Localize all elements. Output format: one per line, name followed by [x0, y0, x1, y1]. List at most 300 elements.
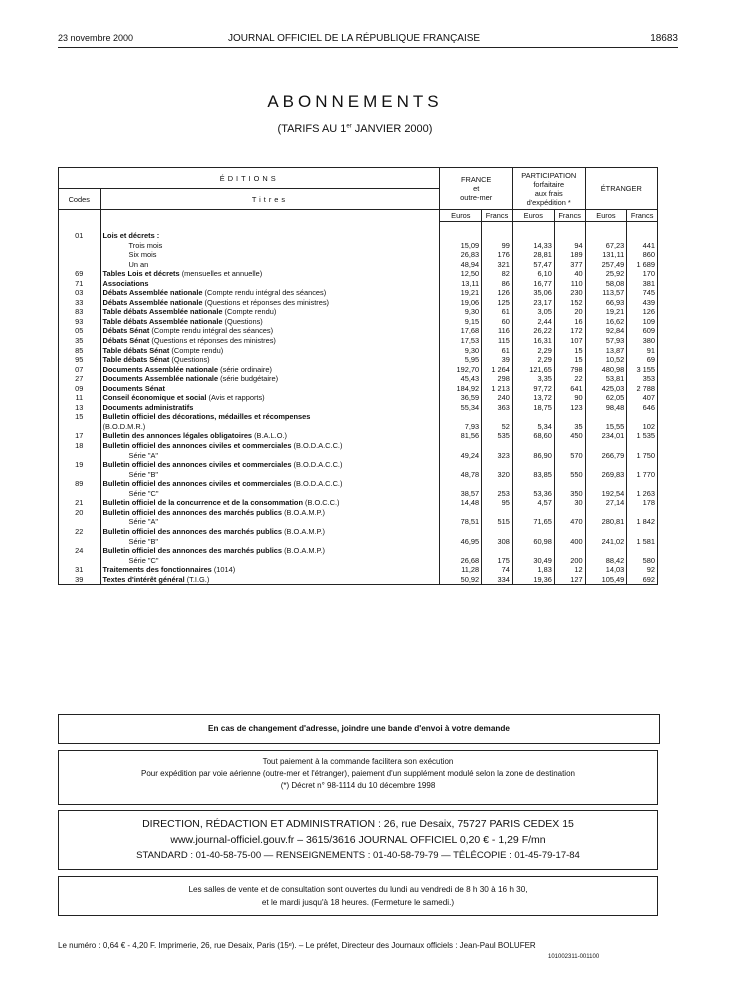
france-francs	[482, 460, 513, 470]
france-euros: 15,09	[440, 241, 482, 251]
participation-euros: 30,49	[512, 556, 554, 566]
participation-francs: 12	[554, 565, 585, 575]
table-row	[59, 451, 658, 461]
row-title-text: (mensuelles et annuelle)	[179, 269, 263, 279]
participation-francs	[554, 479, 585, 489]
row-code: 17	[59, 431, 101, 441]
etranger-euros: 62,05	[585, 393, 627, 403]
etranger-euros	[585, 412, 627, 422]
row-code: 15	[59, 412, 101, 422]
etranger-francs: 646	[627, 403, 658, 413]
table-body	[59, 231, 658, 585]
row-title-text: Un an	[128, 259, 149, 269]
participation-euros: 2,44	[512, 317, 554, 327]
france-euros	[440, 412, 482, 422]
row-title	[100, 288, 440, 298]
etranger-euros: 15,55	[585, 422, 627, 432]
france-francs	[482, 412, 513, 422]
france-euros: 46,95	[440, 537, 482, 547]
row-code: 71	[59, 279, 101, 289]
table-row	[59, 336, 658, 346]
row-title-text: (Compte rendu)	[222, 307, 277, 317]
participation-euros: 86,90	[512, 451, 554, 461]
row-code	[59, 517, 101, 527]
france-euros: 26,83	[440, 250, 482, 260]
table-row	[59, 508, 658, 518]
france-euros	[440, 460, 482, 470]
etranger-euros: 14,03	[585, 565, 627, 575]
row-title-bold: Documents Assemblée nationale	[102, 374, 219, 384]
france-euros	[440, 527, 482, 537]
participation-francs: 22	[554, 374, 585, 384]
row-title-bold: Débats Sénat	[102, 326, 150, 336]
france-euros: 12,50	[440, 269, 482, 279]
france-euros: 36,59	[440, 393, 482, 403]
france-francs: 52	[482, 422, 513, 432]
etranger-euros: 234,01	[585, 431, 627, 441]
etranger-euros: 425,03	[585, 384, 627, 394]
row-title-bold: Bulletin officiel de la concurrence et de la consommation	[102, 498, 303, 508]
decree-line: (*) Décret n° 98-1114 du 10 décembre 1998	[280, 781, 436, 790]
spacer	[440, 222, 482, 232]
payment-line: Pour expédition par voie aérienne (outre-mer et l'étranger), paiement d'un supplément modulé selon la zone de destination	[141, 769, 575, 778]
table-row	[59, 517, 658, 527]
etranger-euros: 92,84	[585, 326, 627, 336]
row-title-text: (série budgétaire)	[218, 374, 279, 384]
france-euros	[440, 546, 482, 556]
row-title-text: (Questions)	[222, 316, 263, 326]
row-title	[100, 393, 440, 403]
france-euros: 9,15	[440, 317, 482, 327]
row-title	[100, 241, 440, 251]
etranger-francs: 2 788	[627, 384, 658, 394]
participation-francs: 450	[554, 431, 585, 441]
address-change-notice: En cas de changement d'adresse, joindre une bande d'envoi à votre demande	[58, 714, 660, 744]
participation-francs: 798	[554, 365, 585, 375]
participation-header: PARTICIPATION forfaitaire aux frais d'expédition *	[512, 168, 585, 210]
table-row	[59, 546, 658, 556]
etranger-francs: 580	[627, 556, 658, 566]
participation-francs	[554, 231, 585, 241]
france-francs: 61	[482, 346, 513, 356]
spacer	[627, 222, 658, 232]
participation-euros: 68,60	[512, 431, 554, 441]
france-euros: 9,30	[440, 346, 482, 356]
participation-euros: 23,17	[512, 298, 554, 308]
france-francs: 323	[482, 451, 513, 461]
participation-euros: 35,06	[512, 288, 554, 298]
participation-euros: 16,77	[512, 279, 554, 289]
row-title	[100, 546, 440, 556]
table-row	[59, 489, 658, 499]
france-euros: 50,92	[440, 575, 482, 585]
row-title-text: (Avis et rapports)	[206, 393, 265, 403]
france-francs	[482, 508, 513, 518]
participation-francs: 570	[554, 451, 585, 461]
row-title	[100, 412, 440, 422]
etranger-francs: 92	[627, 565, 658, 575]
etranger-francs	[627, 441, 658, 451]
etranger-francs: 1 263	[627, 489, 658, 499]
row-title-text: Série "B"	[128, 469, 159, 479]
row-code: 83	[59, 307, 101, 317]
row-title-text: (B.O.D.A.C.C.)	[291, 479, 343, 489]
etranger-francs	[627, 546, 658, 556]
row-code: 24	[59, 546, 101, 556]
header-journal-name: JOURNAL OFFICIEL DE LA RÉPUBLIQUE FRANÇAISE	[228, 33, 481, 44]
france-francs: 1 264	[482, 365, 513, 375]
etranger-euros: 10,52	[585, 355, 627, 365]
etranger-euros: 105,49	[585, 575, 627, 585]
participation-euros: 53,36	[512, 489, 554, 499]
participation-francs: 107	[554, 336, 585, 346]
row-code	[59, 489, 101, 499]
participation-euros	[512, 479, 554, 489]
france-francs: 60	[482, 317, 513, 327]
etranger-euros	[585, 441, 627, 451]
france-euros: 14,48	[440, 498, 482, 508]
participation-euros: 13,72	[512, 393, 554, 403]
etranger-francs: 353	[627, 374, 658, 384]
participation-euros: 121,65	[512, 365, 554, 375]
row-code: 18	[59, 441, 101, 451]
participation-euros: 28,81	[512, 250, 554, 260]
participation-euros: 16,31	[512, 336, 554, 346]
france-euros: 19,21	[440, 288, 482, 298]
participation-euros: 18,75	[512, 403, 554, 413]
france-francs	[482, 231, 513, 241]
participation-euros: 5,34	[512, 422, 554, 432]
unit-euros: Euros	[512, 210, 554, 222]
france-euros: 11,28	[440, 565, 482, 575]
france-euros	[440, 479, 482, 489]
etranger-euros	[585, 479, 627, 489]
table-row	[59, 498, 658, 508]
row-title-bold: Débats Assemblée nationale	[102, 297, 203, 307]
participation-francs: 15	[554, 355, 585, 365]
table-row	[59, 298, 658, 308]
france-euros: 49,24	[440, 451, 482, 461]
row-title-bold: Conseil économique et social	[102, 393, 207, 403]
etranger-euros: 257,49	[585, 260, 627, 270]
participation-euros: 83,85	[512, 470, 554, 480]
etranger-francs: 178	[627, 498, 658, 508]
row-title-text: (T.I.G.)	[184, 574, 210, 584]
direction-phones: STANDARD : 01-40-58-75-00 — RENSEIGNEMENTS : 01-40-58-79-79 — TÉLÉCOPIE : 01-45-79-17-84	[136, 850, 580, 861]
row-title	[100, 269, 440, 279]
row-code	[59, 470, 101, 480]
table-row	[59, 412, 658, 422]
participation-francs	[554, 460, 585, 470]
france-francs: 334	[482, 575, 513, 585]
row-title-text: Série "A"	[128, 517, 159, 527]
france-euros	[440, 231, 482, 241]
etranger-euros: 27,14	[585, 498, 627, 508]
subscription-rates-table	[58, 167, 658, 585]
etranger-francs: 860	[627, 250, 658, 260]
table-row	[59, 374, 658, 384]
etranger-francs	[627, 479, 658, 489]
france-francs: 1 213	[482, 384, 513, 394]
table-row	[59, 231, 658, 241]
etranger-francs	[627, 460, 658, 470]
france-francs: 115	[482, 336, 513, 346]
table-row	[59, 460, 658, 470]
table-row	[59, 317, 658, 327]
france-francs: 39	[482, 355, 513, 365]
participation-francs	[554, 527, 585, 537]
row-title	[100, 355, 440, 365]
table-row	[59, 565, 658, 575]
row-code: 85	[59, 346, 101, 356]
row-title-text: (Compte rendu intégral des séances)	[149, 326, 274, 336]
row-title	[100, 441, 440, 451]
participation-francs: 127	[554, 575, 585, 585]
row-title	[100, 470, 440, 480]
etranger-euros: 66,93	[585, 298, 627, 308]
table-row	[59, 393, 658, 403]
table-row	[59, 355, 658, 365]
row-code: 21	[59, 498, 101, 508]
footer-imprint: Le numéro : 0,64 € - 4,20 F. Imprimerie, 26, rue Desaix, Paris (15ᵉ). – Le préfet, Directeur des Journaux officiels : Jean-Paul BOLUFER	[58, 941, 536, 950]
france-francs: 535	[482, 431, 513, 441]
row-title	[100, 479, 440, 489]
row-title-text: (B.O.A.M.P.)	[282, 507, 326, 517]
table-row	[59, 470, 658, 480]
row-title-text: Série "C"	[128, 555, 159, 565]
etranger-header: ÉTRANGER	[585, 168, 657, 210]
etranger-euros: 131,11	[585, 250, 627, 260]
row-title	[100, 374, 440, 384]
page-header	[58, 33, 678, 48]
participation-euros: 14,33	[512, 241, 554, 251]
etranger-euros	[585, 527, 627, 537]
participation-francs: 470	[554, 517, 585, 527]
etranger-francs: 1 842	[627, 517, 658, 527]
units-spacer-code	[59, 210, 101, 222]
row-title	[100, 317, 440, 327]
etranger-euros: 241,02	[585, 537, 627, 547]
row-title-text: (B.O.D.A.C.C.)	[291, 441, 343, 451]
table-row	[59, 403, 658, 413]
unit-francs: Francs	[482, 210, 513, 222]
unit-francs: Francs	[627, 210, 658, 222]
participation-euros	[512, 527, 554, 537]
row-code	[59, 451, 101, 461]
row-title	[100, 489, 440, 499]
france-francs: 321	[482, 260, 513, 270]
row-code	[59, 537, 101, 547]
row-title-text: Série "B"	[128, 536, 159, 546]
etranger-francs: 692	[627, 575, 658, 585]
france-euros	[440, 441, 482, 451]
payment-line: Tout paiement à la commande facilitera son exécution	[262, 757, 454, 766]
header-date: 23 novembre 2000	[58, 33, 134, 43]
france-euros: 7,93	[440, 422, 482, 432]
row-title	[100, 260, 440, 270]
row-title-bold: Lois et décrets :	[102, 231, 160, 240]
participation-euros	[512, 412, 554, 422]
france-francs	[482, 527, 513, 537]
france-francs: 99	[482, 241, 513, 251]
participation-francs: 15	[554, 346, 585, 356]
etranger-euros: 113,57	[585, 288, 627, 298]
etranger-francs: 745	[627, 288, 658, 298]
row-title-bold: Bulletin officiel des annonces des marchés publics	[102, 546, 283, 556]
participation-francs	[554, 546, 585, 556]
row-code: 05	[59, 326, 101, 336]
etranger-francs: 609	[627, 326, 658, 336]
etranger-francs: 1 581	[627, 537, 658, 547]
row-title-text: Série "A"	[128, 450, 159, 460]
spacer	[100, 222, 440, 232]
etranger-francs: 439	[627, 298, 658, 308]
france-euros: 184,92	[440, 384, 482, 394]
etranger-francs	[627, 412, 658, 422]
etranger-francs: 1 770	[627, 470, 658, 480]
row-title-bold: Débats Assemblée nationale	[102, 288, 203, 298]
table-row	[59, 326, 658, 336]
unit-francs: Francs	[554, 210, 585, 222]
spacer	[512, 222, 554, 232]
row-code: 09	[59, 384, 101, 394]
row-code: 69	[59, 269, 101, 279]
row-title-bold: Bulletin officiel des annonces civiles et commerciales	[102, 460, 292, 470]
etranger-francs: 109	[627, 317, 658, 327]
etranger-euros: 280,81	[585, 517, 627, 527]
etranger-francs	[627, 527, 658, 537]
table-row	[59, 241, 658, 251]
row-code: 39	[59, 575, 101, 585]
spacer	[59, 222, 101, 232]
etranger-francs: 380	[627, 336, 658, 346]
participation-francs: 90	[554, 393, 585, 403]
row-title-text: (B.O.D.A.C.C.)	[291, 460, 343, 470]
france-euros	[440, 508, 482, 518]
row-title	[100, 231, 440, 241]
row-title	[100, 460, 440, 470]
row-code: 03	[59, 288, 101, 298]
row-title	[100, 279, 440, 289]
etranger-euros	[585, 231, 627, 241]
participation-francs: 40	[554, 269, 585, 279]
participation-euros: 4,57	[512, 498, 554, 508]
direction-box	[58, 810, 658, 870]
titres-header: Titres	[100, 189, 440, 210]
row-title	[100, 307, 440, 317]
etranger-euros: 98,48	[585, 403, 627, 413]
spacer	[482, 222, 513, 232]
row-title-bold: Tables Lois et décrets	[102, 269, 180, 279]
row-code: 11	[59, 393, 101, 403]
row-code	[59, 241, 101, 251]
direction-website: www.journal-officiel.gouv.fr – 3615/3616 JOURNAL OFFICIEL 0,20 € - 1,29 F/mn	[170, 834, 546, 846]
row-code: 33	[59, 298, 101, 308]
table-row	[59, 288, 658, 298]
row-code	[59, 422, 101, 432]
row-code: 93	[59, 317, 101, 327]
footer-code: 101002311-001100	[548, 954, 600, 960]
table-row	[59, 537, 658, 547]
france-euros: 9,30	[440, 307, 482, 317]
participation-francs: 641	[554, 384, 585, 394]
participation-euros: 57,47	[512, 260, 554, 270]
participation-euros: 19,36	[512, 575, 554, 585]
participation-euros	[512, 546, 554, 556]
participation-euros: 1,83	[512, 565, 554, 575]
row-title-bold: Bulletin officiel des annonces civiles et commerciales	[102, 441, 292, 451]
table-row	[59, 269, 658, 279]
france-francs: 320	[482, 470, 513, 480]
row-code: 95	[59, 355, 101, 365]
table-row	[59, 527, 658, 537]
row-title-bold: Table débats Sénat	[102, 355, 170, 365]
table-row	[59, 479, 658, 489]
participation-euros: 60,98	[512, 537, 554, 547]
participation-francs	[554, 508, 585, 518]
table-row	[59, 346, 658, 356]
row-title-bold: Table débats Sénat	[102, 345, 170, 355]
participation-euros: 2,29	[512, 355, 554, 365]
row-title-text: (B.O.A.M.P.)	[282, 526, 326, 536]
france-francs: 126	[482, 288, 513, 298]
table-row	[59, 575, 658, 585]
etranger-euros: 13,87	[585, 346, 627, 356]
participation-francs: 35	[554, 422, 585, 432]
participation-francs: 400	[554, 537, 585, 547]
row-title-bold: Bulletin officiel des décorations, médailles et récompenses	[102, 412, 311, 422]
france-euros: 17,53	[440, 336, 482, 346]
participation-euros	[512, 460, 554, 470]
france-euros: 192,70	[440, 365, 482, 375]
codes-header: Codes	[59, 189, 101, 210]
participation-euros	[512, 508, 554, 518]
etranger-euros: 192,54	[585, 489, 627, 499]
sales-hours-box	[58, 876, 658, 916]
row-title-text: (Compte rendu)	[169, 345, 224, 355]
france-euros: 45,43	[440, 374, 482, 384]
france-francs: 240	[482, 393, 513, 403]
row-title	[100, 250, 440, 260]
participation-francs: 350	[554, 489, 585, 499]
row-title-text: (Questions et réponses des ministres)	[202, 297, 330, 307]
france-euros: 38,57	[440, 489, 482, 499]
france-euros: 17,68	[440, 326, 482, 336]
table-row	[59, 250, 658, 260]
row-title-text: (B.A.L.O.)	[252, 431, 287, 441]
france-euros: 78,51	[440, 517, 482, 527]
units-spacer-title	[100, 210, 440, 222]
table-row	[59, 422, 658, 432]
france-francs: 363	[482, 403, 513, 413]
table-row	[59, 365, 658, 375]
row-title	[100, 298, 440, 308]
row-title	[100, 336, 440, 346]
row-code: 01	[59, 231, 101, 241]
editions-header: ÉDITIONS	[59, 168, 440, 189]
etranger-francs: 170	[627, 269, 658, 279]
france-euros: 81,56	[440, 431, 482, 441]
etranger-francs: 407	[627, 393, 658, 403]
row-title	[100, 422, 440, 432]
france-francs: 175	[482, 556, 513, 566]
participation-francs: 377	[554, 260, 585, 270]
etranger-francs: 126	[627, 307, 658, 317]
france-header: FRANCE et outre-mer	[440, 168, 512, 210]
row-title	[100, 365, 440, 375]
row-code: 19	[59, 460, 101, 470]
participation-francs: 550	[554, 470, 585, 480]
